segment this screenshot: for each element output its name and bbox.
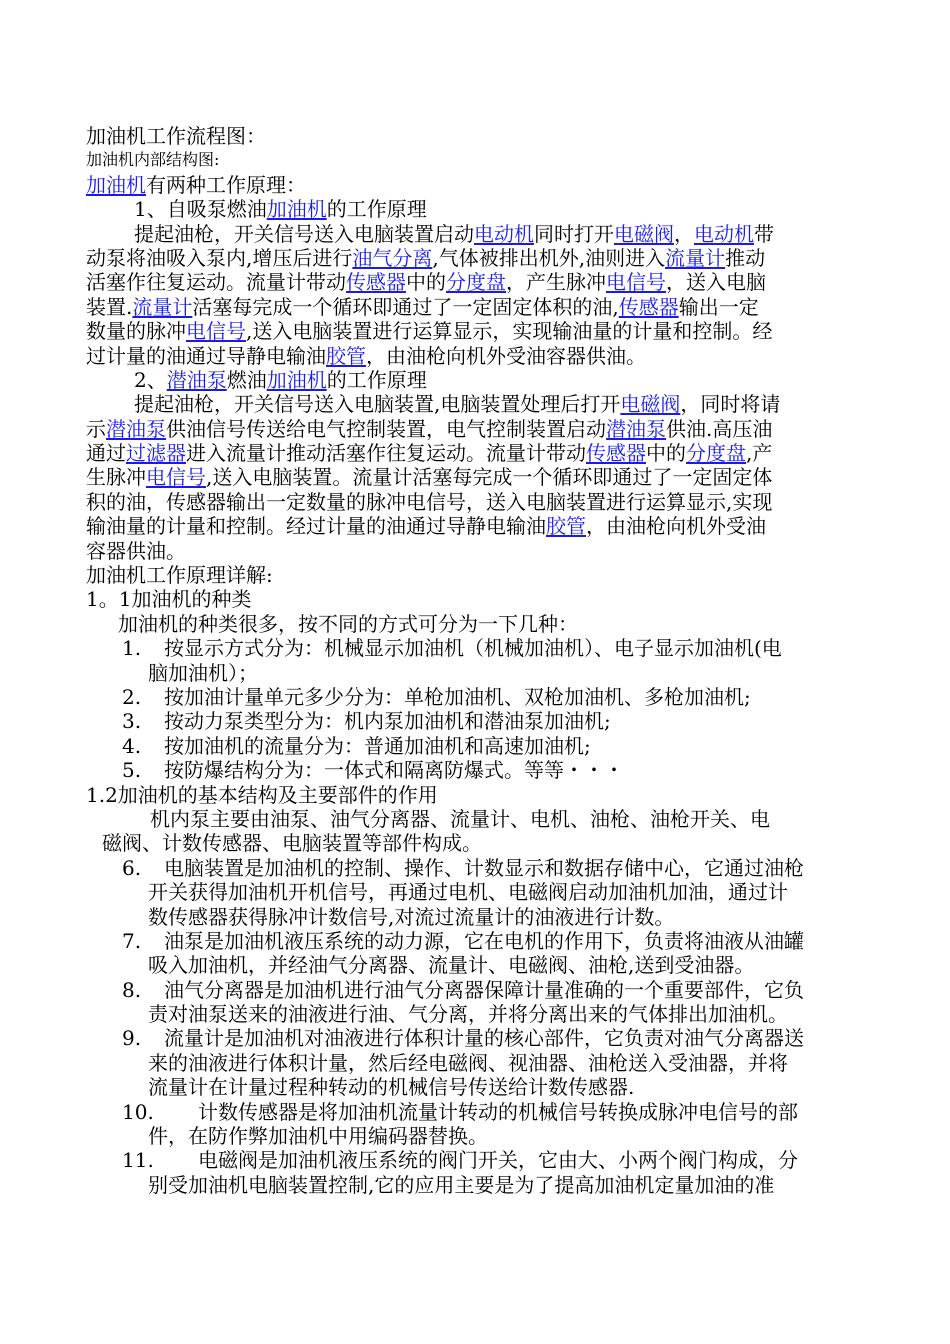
list-item-text: 按防爆结构分为：一体式和隔离防爆式。等等・・・ (164, 758, 624, 783)
text-run: 输油量的计量和控制。经过计量的油通过导静电输油 (86, 514, 546, 539)
list-item-number: 2. (122, 684, 142, 709)
sub2-list (86, 856, 866, 1197)
detail-title: 加油机工作原理详解: (86, 563, 273, 588)
list-item-text: 按显示方式分为：机械显示加油机（机械加油机）、电子显示加油机(电 (164, 636, 782, 661)
inline-link[interactable]: 油气分离 (352, 245, 433, 270)
list-item-line: 开关获得加油机开机信号，再通过电机、电磁阀启动加油机加油，通过计 (148, 880, 788, 905)
list-item-line: 数传感器获得脉冲计数信号,对流过流量计的油液进行计数。 (148, 904, 675, 929)
paragraph-line (86, 417, 866, 441)
text-run: 数量的脉冲 (86, 319, 186, 344)
sub2-intro-line2: 磁阀、计数传感器、电脑装置等部件构成。 (102, 831, 482, 856)
sub1-intro: 加油机的种类很多，按不同的方式可分为一下几种： (118, 611, 578, 636)
text-run: ，产生脉冲 (506, 270, 606, 295)
list-item-number: 10. (122, 1099, 154, 1124)
link-jiayouji[interactable]: 加油机 (266, 197, 327, 222)
list-item-number: 11. (122, 1148, 154, 1173)
sub1-list (86, 636, 866, 782)
list-item-number: 4. (122, 733, 142, 758)
text-run: 进入流量计推动活塞作往复运动。流量计带动 (186, 441, 586, 466)
text-run: ，送入电脑 (666, 270, 766, 295)
text-run: 推动 (725, 245, 766, 270)
text-run: 中的 (646, 441, 686, 466)
text-run: 示 (86, 416, 106, 441)
paragraph-line (86, 319, 866, 343)
inline-link[interactable]: 潜油泵 (106, 416, 166, 441)
text-run: ,产 (746, 441, 773, 466)
list-item-line (86, 1100, 866, 1124)
inline-link[interactable]: 胶管 (326, 343, 366, 368)
inline-link[interactable]: 潜油泵 (606, 416, 666, 441)
paragraph-line (86, 514, 866, 538)
list-item-line (86, 856, 866, 880)
list-item-number: 6. (122, 855, 142, 880)
text-run: 提起油枪，开关信号送入电脑装置,电脑装置处理后打开 (134, 392, 621, 417)
text-run: ， (674, 221, 694, 246)
link-qianyoubeng[interactable]: 潜油泵 (166, 367, 227, 392)
paragraph-line (86, 246, 866, 270)
paragraph-line (86, 222, 866, 246)
inline-link[interactable]: 电磁阀 (620, 392, 681, 417)
text-run: 过计量的油通过导静电输油 (86, 343, 326, 368)
text-run: 生脉冲 (86, 465, 146, 490)
inline-link[interactable]: 电信号 (146, 465, 206, 490)
list-item-line (86, 709, 866, 733)
list-item-text: 电脑装置是加油机的控制、操作、计数显示和数据存储中心，它通过油枪 (164, 855, 804, 880)
list-item-line (86, 1148, 866, 1172)
paragraph-line (86, 465, 866, 489)
paragraph-line (86, 270, 866, 294)
sub1-heading: 1。1加油机的种类 (86, 587, 252, 612)
text-run: ，由油枪向机外受油容器供油。 (366, 343, 646, 368)
text-run: 带 (754, 221, 774, 246)
list-item-text: 按动力泵类型分为：机内泵加油机和潜油泵加油机; (164, 709, 611, 734)
paragraph-line (86, 441, 866, 465)
paragraph-line (86, 295, 866, 319)
paragraph-line (86, 344, 866, 368)
text-run: 装置. (86, 294, 133, 319)
inline-link[interactable]: 传感器 (346, 270, 406, 295)
section2-heading-pre: 2、 (134, 367, 167, 392)
inline-link[interactable]: 电动机 (474, 221, 534, 246)
inline-link[interactable]: 电动机 (694, 221, 754, 246)
text-run: ,气体被排出机外,油则进入 (432, 245, 666, 270)
list-item-line: 责对油泵送来的油液进行油、气分离，并将分离出来的气体排出加油机。 (148, 1002, 788, 1027)
inline-link[interactable]: 流量计 (132, 294, 193, 319)
principles-intro-text: 有两种工作原理： (146, 172, 306, 197)
text-run: 活塞作往复运动。流量计带动 (86, 270, 346, 295)
list-item-line: 别受加油机电脑装置控制,它的应用主要是为了提高加油机定量加油的准 (148, 1172, 775, 1197)
paragraph-line (86, 539, 866, 563)
section2-heading-mid: 燃油 (226, 367, 267, 392)
list-item-text: 按加油计量单元多少分为：单枪加油机、双枪加油机、多枪加油机; (164, 684, 751, 709)
doc-title: 加油机工作流程图： (86, 124, 266, 148)
list-item-line: 流量计在计量过程种转动的机械信号传送给计数传感器. (148, 1075, 635, 1100)
list-item-number: 5. (122, 758, 142, 783)
list-item-line (86, 734, 866, 758)
text-run: 供油信号传送给电气控制装置，电气控制装置启动 (166, 416, 606, 441)
structure-title: 加油机内部结构图: (86, 150, 220, 170)
inline-link[interactable]: 传感器 (586, 441, 646, 466)
list-item-line (86, 1026, 866, 1050)
sub2-heading: 1.2加油机的基本结构及主要部件的作用 (86, 782, 438, 807)
text-run: ，同时将请 (680, 392, 781, 417)
list-item-line (86, 685, 866, 709)
text-run: 中的 (406, 270, 446, 295)
list-item-text: 油气分离器是加油机进行油气分离器保障计量准确的一个重要部件，它负 (164, 977, 804, 1002)
inline-link[interactable]: 流量计 (665, 245, 726, 270)
sub2-intro-line1: 机内泵主要由油泵、油气分离器、流量计、电机、油枪、油枪开关、电 (150, 806, 770, 831)
list-item-line: 吸入加油机，并经油气分离器、流量计、电磁阀、油枪,送到受油器。 (148, 953, 755, 978)
list-item-line: 件，在防作弊加油机中用编码器替换。 (148, 1124, 488, 1149)
section2-body (86, 392, 866, 563)
list-item-line (86, 758, 866, 782)
section2-heading (86, 368, 866, 392)
section2-heading-post: 的工作原理 (326, 367, 427, 392)
paragraph-line (86, 490, 866, 514)
text-run: 同时打开 (534, 221, 614, 246)
list-item-number: 7. (122, 928, 142, 953)
list-item-text: 计数传感器是将加油机流量计转动的机械信号转换成脉冲电信号的部 (198, 1099, 798, 1124)
text-run: 容器供油。 (86, 538, 186, 563)
inline-link[interactable]: 分度盘 (686, 441, 746, 466)
text-run: ,送入电脑装置进行运算显示，实现输油量的计量和控制。经 (246, 319, 773, 344)
text-run: 积的油，传感器输出一定数量的脉冲电信号，送入电脑装置进行运算显示,实现 (86, 489, 773, 514)
list-item-line: 来的油液进行体积计量，然后经电磁阀、视油器、油枪送入受油器，并将 (148, 1050, 788, 1075)
inline-link[interactable]: 传感器 (618, 294, 679, 319)
link-jiayouji[interactable]: 加油机 (266, 367, 327, 392)
text-run: 输出一定 (678, 294, 759, 319)
list-item-number: 1. (122, 636, 142, 661)
text-run: 通过 (86, 441, 126, 466)
section1-heading (86, 197, 866, 221)
list-item-line (86, 929, 866, 953)
list-item-text: 流量计是加油机对油液进行体积计量的核心部件，它负责对油气分离器送 (164, 1026, 804, 1051)
list-item-line: 脑加油机）； (148, 660, 258, 685)
list-item-text: 按加油机的流量分为：普通加油机和高速加油机; (164, 733, 591, 758)
section1-body (86, 222, 866, 368)
inline-link[interactable]: 电信号 (186, 319, 246, 344)
text-run: 供油.高压油 (666, 416, 773, 441)
list-item-number: 9. (122, 1026, 142, 1051)
principles-intro (86, 173, 866, 197)
inline-link[interactable]: 过滤器 (126, 441, 186, 466)
section1-heading-pre: 1、自吸泵燃油 (134, 197, 267, 222)
document-page (86, 124, 866, 1197)
link-jiayouji[interactable]: 加油机 (86, 172, 146, 197)
inline-link[interactable]: 胶管 (546, 514, 586, 539)
list-item-line (86, 978, 866, 1002)
text-run: ，由油枪向机外受油 (586, 514, 766, 539)
section1-heading-post: 的工作原理 (326, 197, 427, 222)
paragraph-line (86, 392, 866, 416)
inline-link[interactable]: 分度盘 (446, 270, 506, 295)
list-item-text: 油泵是加油机液压系统的动力源，它在电机的作用下，负责将油液从油罐 (164, 928, 804, 953)
text-run: 提起油枪，开关信号送入电脑装置启动 (134, 221, 474, 246)
list-item-number: 8. (122, 977, 142, 1002)
list-item-line (86, 636, 866, 660)
inline-link[interactable]: 电信号 (606, 270, 666, 295)
text-run: 动泵将油吸入泵内,增压后进行 (86, 245, 353, 270)
text-run: ,送入电脑装置。流量计活塞每完成一个循环即通过了一定固定体 (206, 465, 773, 490)
list-item-number: 3. (122, 709, 142, 734)
list-item-text: 电磁阀是加油机液压系统的阀门开关，它由大、小两个阀门构成，分 (198, 1148, 798, 1173)
inline-link[interactable]: 电磁阀 (614, 221, 674, 246)
text-run: 活塞每完成一个循环即通过了一定固定体积的油, (192, 294, 619, 319)
